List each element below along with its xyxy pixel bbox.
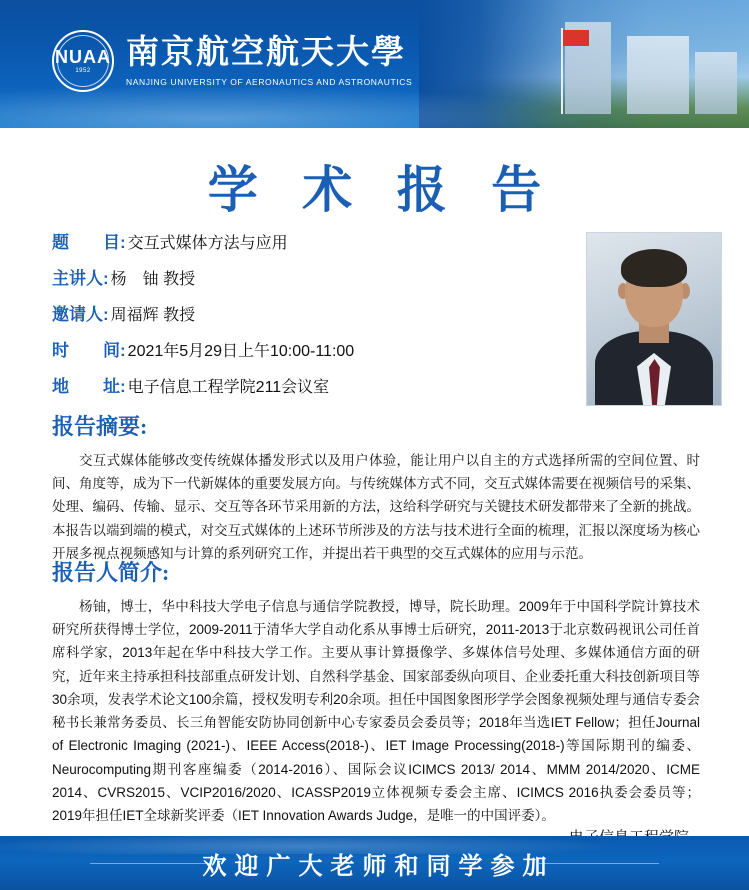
lecture-info-block [52,228,572,408]
poster-header [0,0,749,128]
flag-icon [563,30,589,46]
footer-rule-right [539,863,659,864]
info-row-topic [52,228,572,253]
university-name-en: NANJING UNIVERSITY OF AERONAUTICS AND ASTRONAUTICS [126,76,413,87]
info-label-time: 时 间: [52,341,126,360]
abstract-title: 报告摘要: [52,414,148,439]
info-label-speaker: 主讲人: [52,269,109,288]
seal-inner-ring [57,35,109,87]
info-label-inviter: 邀请人: [52,305,109,324]
bio-title: 报告人简介: [52,560,170,585]
university-name-block [126,35,412,86]
university-logo [52,30,412,92]
info-row-location [52,372,572,397]
info-label-topic: 题 目: [52,233,126,252]
bio-body: 杨铀，博士，华中科技大学电子信息与通信学院教授，博导，院长助理。2009年于中国科学院计算技术研究所获得博士学位，2009-2011于清华大学自动化系从事博士后研究，2011-2013于北京数码视讯公司任首席科学家，2013年起在华中科技大学工作。主要从事计算摄像学、多媒体信号处理、多媒体通信方面的研究，近年来主持承担科技部重点研发计划、自然科学基金、国家部委纵向项目、企业委托重大科技创新项目等30余项，发表学术论文100余篇，授权发明专利20余项。担任中国图象图形学学会图象视频处理与通信专委会秘书长兼常务委员、长三角智能安防协同创新中心专家委员会委员等；2018年当选IET Fellow；担任Journal of Electronic Imaging (2021-)、IEEE Access(2018-)、IET Image Processing(2018-)等国际期刊的编委、Neurocomputing期刊客座编委（2014-2016）、国际会议ICIMCS 2013/ 2014、MMM 2014/2020、ICME 2014、CVRS2015、VCIP2016/2020、ICASSP2019立体视频专委会主席、ICIMCS 2016执委会委员等；2019年担任IET全球新奖评委（IET Innovation Awards Judge，是唯一的中国评委）。 [52,599,700,823]
seal-year-text: 1952 [75,68,91,74]
university-seal-icon [52,30,114,92]
page-title: 学 术 报 告 [207,162,558,218]
info-label-location: 地 址: [52,377,126,396]
footer-rule-left [90,863,210,864]
bio-section [52,556,700,827]
info-row-speaker [52,264,572,289]
abstract-body: 交互式媒体能够改变传统媒体播发形式以及用户体验，能让用户以自主的方式选择所需的空间位置、时间、角度等，成为下一代新媒体的重要发展方向。与传统媒体方式不同，交互式媒体需要在视频信号的采集、处理、编码、传输、显示、交互等各环节采用新的方法，这给科学研究与关键技术研发都带来了全新的挑战。本报告以端到端的模式，对交互式媒体的上述环节所涉及的方法与技术进行全面的梳理，汇报以深度场为核心开展多视点视频感知与计算的系列研究工作，并提出若干典型的交互式媒体的应用与示范。 [52,453,700,561]
portrait-hair [621,249,687,287]
university-name-cn: 南京航空航天大學 [126,35,406,72]
info-row-inviter [52,300,572,325]
info-value-speaker: 杨 铀 教授 [110,271,196,288]
speaker-portrait [586,232,722,406]
info-value-time: 2021年5月29日上午10:00-11:00 [127,343,355,360]
info-value-location: 电子信息工程学院211会议室 [127,379,330,396]
poster-title-area [0,150,749,222]
poster-footer [0,836,749,890]
info-value-inviter: 周福辉 教授 [110,307,196,324]
footer-welcome-text: 欢迎广大老师和同学参加 [202,853,555,880]
abstract-section [52,410,700,565]
seal-mark-text: NUAA [55,47,111,67]
header-wave-decor [0,88,749,128]
info-row-time [52,336,572,361]
info-value-topic: 交互式媒体方法与应用 [127,235,288,252]
